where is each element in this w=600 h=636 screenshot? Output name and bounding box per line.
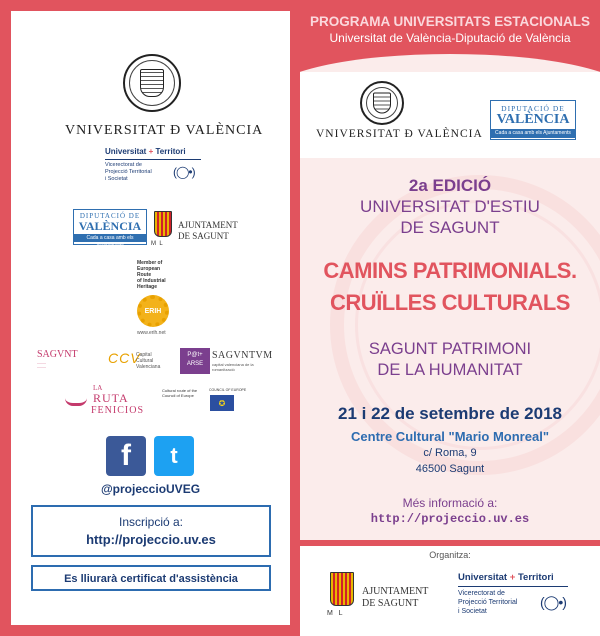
diputacio-top-right: DIPUTACIÓ DE <box>501 104 565 113</box>
uv-shield-icon <box>140 69 164 97</box>
uv-wordmark: VNIVERSITAT Ð VALÈNCIA <box>65 123 264 138</box>
ccv-text-1: Capital <box>136 352 152 358</box>
erih-member-1: Member of <box>137 260 163 266</box>
arse-logo <box>180 348 210 374</box>
ccv-logo: CCV <box>108 350 141 366</box>
ccv-text-2: Cultural <box>136 358 154 364</box>
sagunt-logo-text: SAGVNT <box>37 349 78 360</box>
ut-subtitle <box>105 162 152 183</box>
organitza-label: Organitza: <box>429 550 471 560</box>
inscripcio-label: Inscripció a: <box>118 515 184 529</box>
ut-sub-2: Projecció Territorial <box>105 169 152 175</box>
program-title: PROGRAMA UNIVERSITATS ESTACIONALS <box>309 14 590 29</box>
subheadline-line1: SAGUNT PATRIMONI <box>368 340 532 358</box>
ccv-text <box>136 352 160 370</box>
sagvntvm-logo: SAGVNTVM <box>212 350 273 361</box>
diputacio-tag: Cada a casa amb els Ajuntaments <box>74 234 146 242</box>
diputacio-main: VALÈNCIA <box>78 219 142 233</box>
ut-sub-3-footer: i Societat <box>458 608 487 615</box>
uv-shield-icon-right <box>373 93 391 114</box>
erih-member-3: Route <box>137 272 152 278</box>
program-subtitle: Universitat de València-Diputació de València <box>329 31 571 45</box>
ut-title-footer <box>458 572 598 583</box>
edition-line2: UNIVERSITAT D'ESTIU <box>360 197 540 216</box>
diputacio-top: DIPUTACIÓ DE <box>79 212 141 220</box>
ccv-text-3: Valenciana <box>136 364 161 370</box>
arse-a: P@t+ <box>187 352 203 358</box>
event-street: c/ Roma, 9 <box>423 447 477 459</box>
ruta-line3: FENICIOS <box>91 405 145 416</box>
ut-title-a-footer: Universitat <box>458 572 508 583</box>
ut-sub-1-footer: Vicerectorat de <box>458 590 505 597</box>
erih-member-4: of Industrial <box>137 278 166 284</box>
subheadline-line2: DE LA HUMANITAT <box>377 361 523 379</box>
twitter-icon[interactable] <box>154 436 194 476</box>
ut-figure-icon-footer: (◯•) <box>540 594 566 610</box>
headline-line1: CAMINS PATRIMONIALS. <box>323 258 577 283</box>
sagunt-crest-icon <box>154 211 172 237</box>
ajuntament-line2: DE SAGUNT <box>178 231 229 241</box>
ut-plus-footer: + <box>509 572 516 583</box>
facebook-glyph: f <box>121 439 131 472</box>
ut-plus: + <box>148 147 154 156</box>
ruta-ship-icon <box>65 396 87 406</box>
ut-title-a: Universitat <box>105 147 147 156</box>
twitter-glyph: t <box>170 443 178 468</box>
erih-url: www.erih.net <box>137 330 166 336</box>
ut-logo <box>105 147 235 195</box>
uv-seal-logo-right <box>360 81 404 125</box>
ruta-line2: RUTA <box>93 391 129 405</box>
event-venue: Centre Cultural "Mario Monreal" <box>351 429 549 444</box>
ajuntament-footer-line2: DE SAGUNT <box>362 598 419 609</box>
edition-line3: DE SAGUNT <box>400 218 500 237</box>
ut-sub-1: Vicerectorat de <box>105 162 142 168</box>
erih-member-2: European <box>137 266 161 272</box>
certificat-text: Es lliurarà certificat d'assistència <box>64 573 238 585</box>
arse-b: ARSE <box>186 361 204 367</box>
ut-title-b: Territori <box>155 147 186 156</box>
ut-sub-2-footer: Projecció Territorial <box>458 599 518 606</box>
ruta-line1: LA <box>93 384 103 392</box>
erih-member-5: Heritage <box>137 284 158 290</box>
diputacio-main-right: VALÈNCIA <box>496 112 570 127</box>
ajuntament-footer-line1: AJUNTAMENT <box>362 586 429 597</box>
organizer-footer <box>300 546 600 636</box>
uv-wordmark-right: VNIVERSITAT Ð VALÈNCIA <box>316 128 483 140</box>
ajuntament-line1: AJUNTAMENT <box>178 220 238 230</box>
sagunt-crest-icon-footer <box>330 572 354 606</box>
coe-flag-icon: ✪ <box>210 395 234 411</box>
ut-sub-3: i Societat <box>105 176 128 182</box>
info-label: Més informació a: <box>402 496 498 510</box>
erih-member-text <box>137 260 166 290</box>
certificat-box <box>31 565 271 591</box>
ut-figure-icon: (◯•) <box>173 165 195 179</box>
sagunt-crest-letters-footer: M L <box>327 610 343 617</box>
erih-label: ERIH <box>144 307 162 315</box>
social-handle[interactable]: @projeccioUVEG <box>100 482 201 496</box>
ut-rule <box>105 159 201 160</box>
left-panel-card <box>11 11 290 625</box>
uv-seal-logo <box>123 54 181 112</box>
ut-logo-footer <box>458 572 598 628</box>
diputacio-tag-right: Cada a casa amb els Ajuntaments <box>491 129 575 138</box>
facebook-icon[interactable] <box>106 436 146 476</box>
diputacio-logo-right <box>490 100 576 140</box>
info-url[interactable]: http://projeccio.uv.es <box>370 512 530 526</box>
ut-title <box>105 147 235 156</box>
ut-title-b-footer: Territori <box>517 572 554 583</box>
sagunt-crest-letters: M L <box>151 241 163 247</box>
edition-line1: 2a EDICIÓ <box>408 176 492 195</box>
inscripcio-url[interactable]: http://projeccio.uv.es <box>86 532 216 547</box>
event-dates: 21 i 22 de setembre de 2018 <box>338 404 562 423</box>
sagunt-logo-mark: ——— ——— <box>37 361 46 369</box>
ut-subtitle-footer <box>458 589 517 616</box>
sagvntvm-sub: capital valenciana de la romanització <box>212 362 254 372</box>
coe-label: COUNCIL OF EUROPE <box>209 388 247 392</box>
diputacio-logo <box>73 209 147 249</box>
event-city: 46500 Sagunt <box>415 463 485 475</box>
right-panel <box>300 0 600 636</box>
header-logos <box>300 72 600 158</box>
ut-rule-footer <box>458 586 568 587</box>
headline-line2: CRUÏLLES CULTURALS <box>330 290 570 315</box>
inscripcio-box[interactable] <box>31 505 271 557</box>
erih-gear-icon <box>137 295 169 327</box>
ruta-note: Cultural route of the Council of Europe <box>162 388 198 398</box>
